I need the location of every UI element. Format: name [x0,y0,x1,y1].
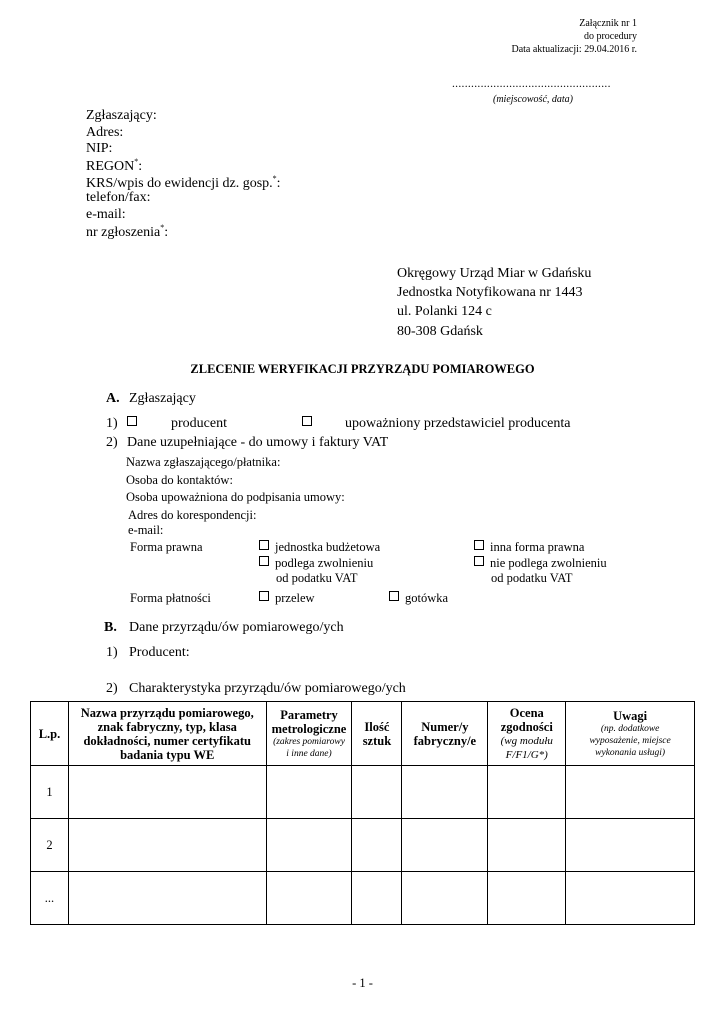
characteristics-item-number: 2) [106,681,118,696]
section-a-letter: A. [106,391,120,406]
recipient-line3: ul. Polanki 124 c [397,304,492,319]
section-a-heading: Zgłaszający [129,391,196,406]
recipient-line4: 80-308 Gdańsk [397,324,483,339]
address-label: Adres: [86,125,124,140]
producer-item-number: 1) [106,645,118,660]
nip-label: NIP: [86,141,113,156]
application-number-label: nr zgłoszenia*: [86,223,169,240]
vat-exempt-option[interactable]: podlega zwolnieniu [259,556,373,571]
section-b-heading: Dane przyrządu/ów pomiarowego/ych [129,620,344,635]
item-1-number: 1) [106,416,118,431]
table-cell[interactable] [402,766,488,819]
page-number: - 1 - [352,976,373,990]
row-number: 1 [31,766,69,819]
item-2-number: 2) [106,435,118,450]
table-cell[interactable] [68,766,266,819]
authorized-person-label: Osoba upoważniona do podpisania umowy: [126,490,345,504]
recipient-line2: Jednostka Notyfikowana nr 1443 [397,285,583,300]
checkbox-icon[interactable] [302,416,312,426]
table-cell[interactable] [402,819,488,872]
checkbox-icon[interactable] [259,591,269,601]
vat-not-exempt-option[interactable]: nie podlega zwolnieniu [474,556,607,571]
header-conformity: Ocena zgodności (wg modułu F/F1/G*) [488,702,566,766]
table-row [31,819,695,872]
contact-person-label: Osoba do kontaktów: [126,473,233,487]
place-date-dots: .................................................. [452,78,611,90]
table-cell[interactable] [566,819,695,872]
table-cell[interactable] [352,766,402,819]
header-name: Nazwa przyrządu pomiarowego, znak fabryczny, typ, klasa dokładności, numer certyfikatu badania typu WE [68,702,266,766]
recipient-line1: Okręgowy Urząd Miar w Gdańsku [397,266,592,281]
phone-fax-label: telefon/fax: [86,190,151,205]
checkbox-icon[interactable] [259,556,269,566]
attachment-label: Załącznik nr 1 [579,18,637,29]
payment-cash-option[interactable]: gotówka [389,591,448,606]
update-date: Data aktualizacji: 29.04.2016 r. [511,44,637,55]
checkbox-icon[interactable] [259,540,269,550]
krs-label: KRS/wpis do ewidencji dz. gosp.*: [86,174,281,191]
table-cell[interactable] [488,872,566,925]
procedure-label: do procedury [583,31,637,42]
table-cell[interactable] [352,872,402,925]
table-cell[interactable] [566,766,695,819]
table-cell[interactable] [266,872,352,925]
header-lp: L.p. [31,702,69,766]
email-label: e-mail: [86,207,126,222]
table-cell[interactable] [68,819,266,872]
table-cell[interactable] [266,819,352,872]
checkbox-icon[interactable] [474,556,484,566]
table-row [31,872,695,925]
producer-option-label: producent [171,416,227,431]
table-cell[interactable] [488,766,566,819]
payment-transfer-option[interactable]: przelew [259,591,315,606]
section-b-letter: B. [104,620,117,635]
header-serial-numbers: Numer/y fabryczny/e [402,702,488,766]
item-2-text: Dane uzupełniające - do umowy i faktury VAT [127,435,389,450]
table-cell[interactable] [402,872,488,925]
checkbox-icon[interactable] [474,540,484,550]
legal-form-label: Forma prawna [130,540,203,554]
table-row [31,766,695,819]
table-header-row [31,702,695,766]
vat-not-exempt-option-line2: od podatku VAT [491,571,573,585]
email-contact-label: e-mail: [128,523,164,537]
header-quantity: Ilość sztuk [352,702,402,766]
header-remarks: Uwagi (np. dodatkowe wyposażenie, miejsce wykonania usługi) [566,702,695,766]
table-cell[interactable] [266,766,352,819]
table-cell[interactable] [352,819,402,872]
row-number: 2 [31,819,69,872]
legal-form-option-other[interactable]: inna forma prawna [474,540,584,555]
legal-form-option-budget[interactable]: jednostka budżetowa [259,540,380,555]
payment-form-label: Forma płatności [130,591,211,605]
representative-option-label: upoważniony przedstawiciel producenta [345,416,571,431]
table-cell[interactable] [566,872,695,925]
instrument-table [30,701,695,925]
producer-option[interactable] [127,416,143,432]
vat-exempt-option-line2: od podatku VAT [276,571,358,585]
representative-option[interactable] [302,416,318,432]
document-title: ZLECENIE WERYFIKACJI PRZYRZĄDU POMIAROWEGO [190,362,535,376]
place-date-caption: (miejscowość, data) [493,94,573,105]
regon-label: REGON*: [86,157,143,174]
correspondence-address-label: Adres do korespondencji: [128,508,257,522]
table-cell[interactable] [68,872,266,925]
checkbox-icon[interactable] [389,591,399,601]
applicant-label: Zgłaszający: [86,108,157,123]
producer-item-label: Producent: [129,645,190,660]
row-number: ... [31,872,69,925]
header-parameters: Parametry metrologiczne (zakres pomiarowy i inne dane) [266,702,352,766]
checkbox-icon[interactable] [127,416,137,426]
payer-name-label: Nazwa zgłaszającego/płatnika: [126,455,281,469]
characteristics-item-label: Charakterystyka przyrządu/ów pomiarowego/ych [129,681,406,696]
table-cell[interactable] [488,819,566,872]
